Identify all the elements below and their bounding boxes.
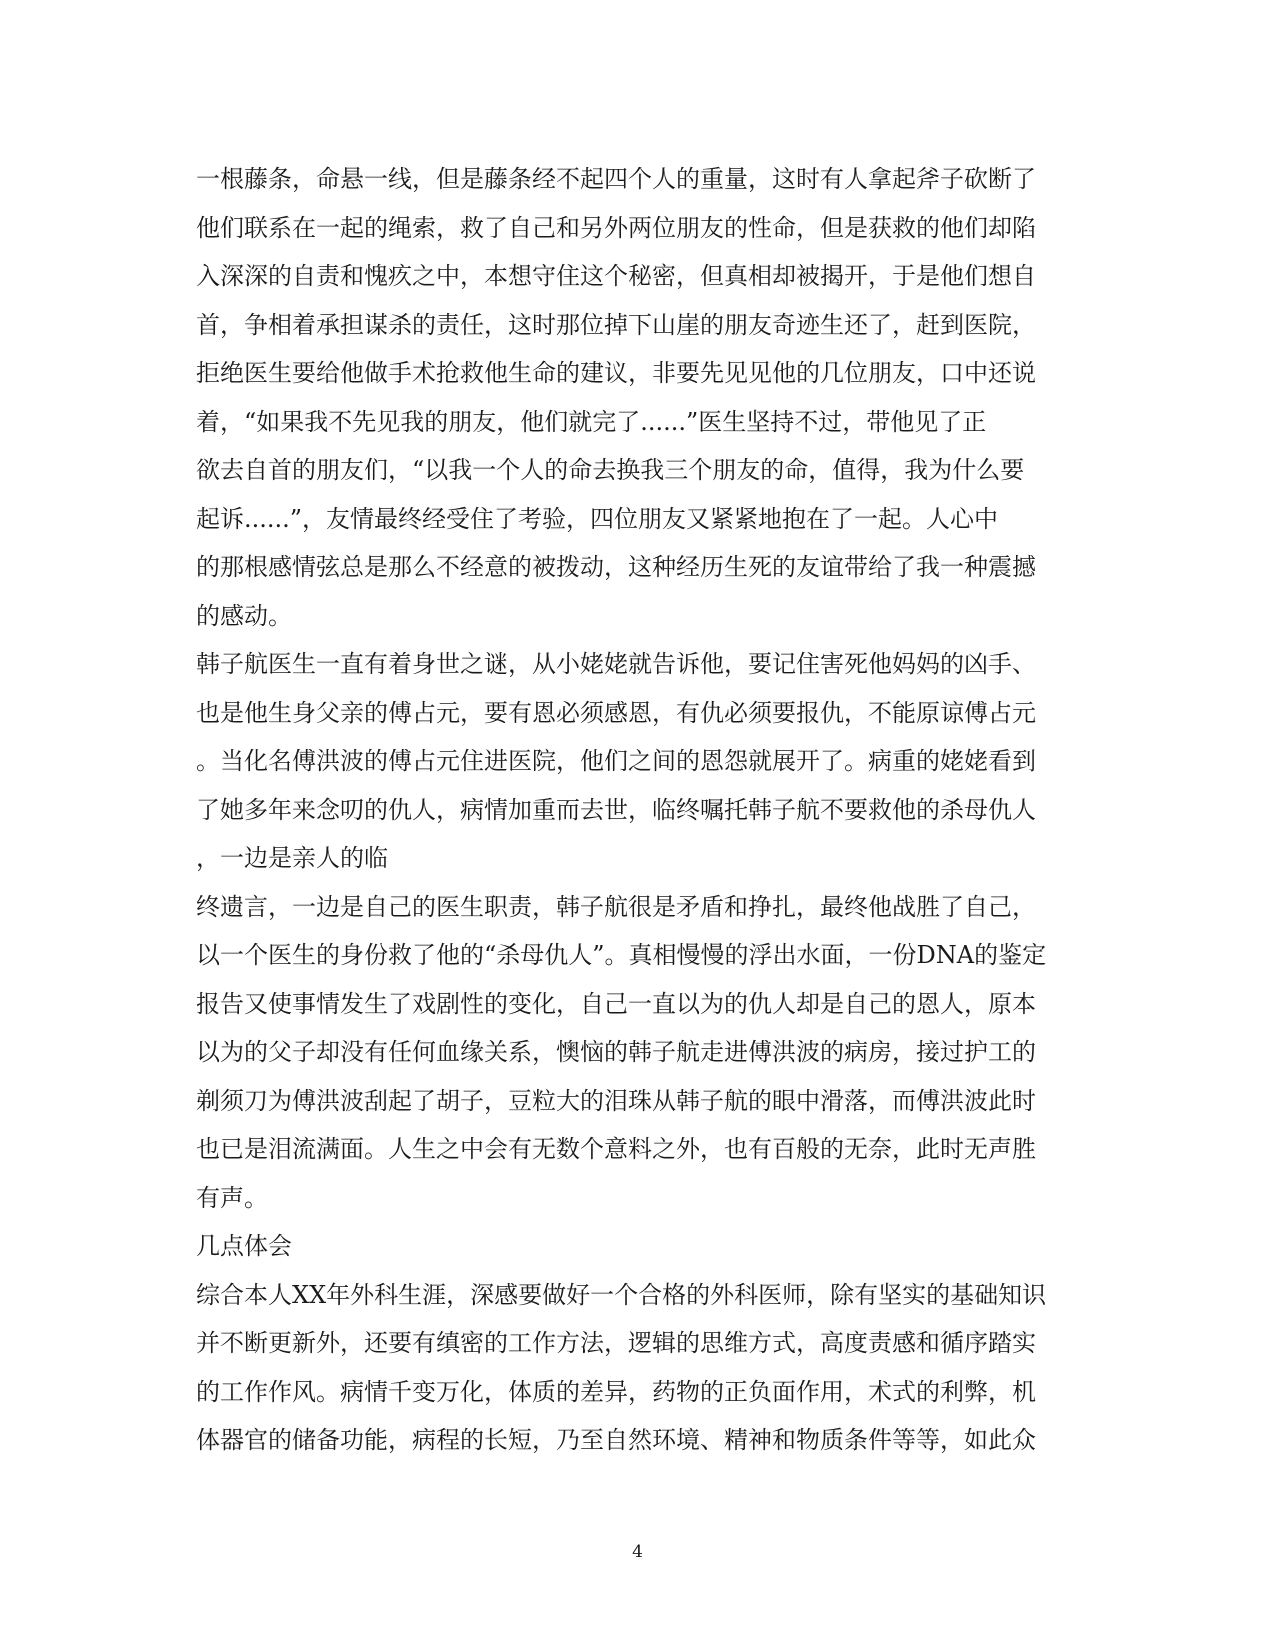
text-line: 一根藤条，命悬一线，但是藤条经不起四个人的重量，这时有人拿起斧子砍断了 xyxy=(196,165,1036,193)
text-line: 欲去自首的朋友们，“以我一个人的命去换我三个朋友的命，值得，我为什么要 xyxy=(196,456,1025,484)
text-line: ，一边是亲人的临 xyxy=(196,844,388,872)
text-line: 起诉......”，友情最终经受住了考验，四位朋友又紧紧地抱在了一起。人心中 xyxy=(196,504,999,533)
text-line: 首，争相着承担谋杀的责任，这时那位掉下山崖的朋友奇迹生还了，赶到医院， xyxy=(196,310,1036,339)
text-line: 报告又使事情发生了戏剧性的变化，自己一直以为的仇人却是自己的恩人，原本 xyxy=(196,989,1036,1018)
text-line: 了她多年来念叨的仇人，病情加重而去世，临终嘱托韩子航不要救他的杀母仇人 xyxy=(196,795,1036,824)
text-line: 着，“如果我不先见我的朋友，他们就完了......”医生坚持不过，带他见了正 xyxy=(196,407,987,436)
text-line: 。当化名傅洪波的傅占元住进医院，他们之间的恩怨就展开了。病重的姥姥看到 xyxy=(196,747,1036,775)
text-line: 也是他生身父亲的傅占元，要有恩必须感恩，有仇必须要报仇，不能原谅傅占元 xyxy=(196,698,1036,727)
text-line: 综合本人XX年外科生涯，深感要做好一个合格的外科医师，除有坚实的基础知识 xyxy=(196,1280,1047,1309)
page-number: 4 xyxy=(632,1542,643,1562)
body-text xyxy=(196,155,1096,1465)
text-line: 以一个医生的身份救了他的“杀母仇人”。真相慢慢的浮出水面，一份DNA的鉴定 xyxy=(196,941,1047,969)
text-line: 体器官的储备功能，病程的长短，乃至自然环境、精神和物质条件等等，如此众 xyxy=(196,1426,1036,1454)
text-line: 并不断更新外，还要有缜密的工作方法，逻辑的思维方式，高度责感和循序踏实 xyxy=(196,1329,1036,1357)
text-line: 拒绝医生要给他做手术抢救他生命的建议，非要先见见他的几位朋友，口中还说 xyxy=(196,359,1036,387)
text-line: 的工作作风。病情千变万化，体质的差异，药物的正负面作用，术式的利弊，机 xyxy=(196,1377,1036,1406)
text-line: 以为的父子却没有任何血缘关系，懊恼的韩子航走进傅洪波的病房，接过护工的 xyxy=(196,1038,1036,1066)
text-line: 终遗言，一边是自己的医生职责，韩子航很是矛盾和挣扎，最终他战胜了自己， xyxy=(196,892,1036,921)
text-line: 入深深的自责和愧疚之中，本想守住这个秘密，但真相却被揭开，于是他们想自 xyxy=(196,262,1036,290)
text-line: 的感动。 xyxy=(196,601,292,630)
text-line: 也已是泪流满面。人生之中会有无数个意料之外，也有百般的无奈，此时无声胜 xyxy=(196,1135,1036,1163)
text-line: 韩子航医生一直有着身世之谜，从小姥姥就告诉他，要记住害死他妈妈的凶手、 xyxy=(196,650,1036,678)
section-heading: 几点体会 xyxy=(196,1232,292,1260)
text-line: 他们联系在一起的绳索，救了自己和另外两位朋友的性命，但是获救的他们却陷 xyxy=(196,213,1036,242)
text-line: 剃须刀为傅洪波刮起了胡子，豆粒大的泪珠从韩子航的眼中滑落，而傅洪波此时 xyxy=(196,1086,1036,1115)
text-line: 的那根感情弦总是那么不经意的被拨动，这种经历生死的友谊带给了我一种震撼 xyxy=(196,553,1036,581)
text-line: 有声。 xyxy=(196,1183,268,1212)
